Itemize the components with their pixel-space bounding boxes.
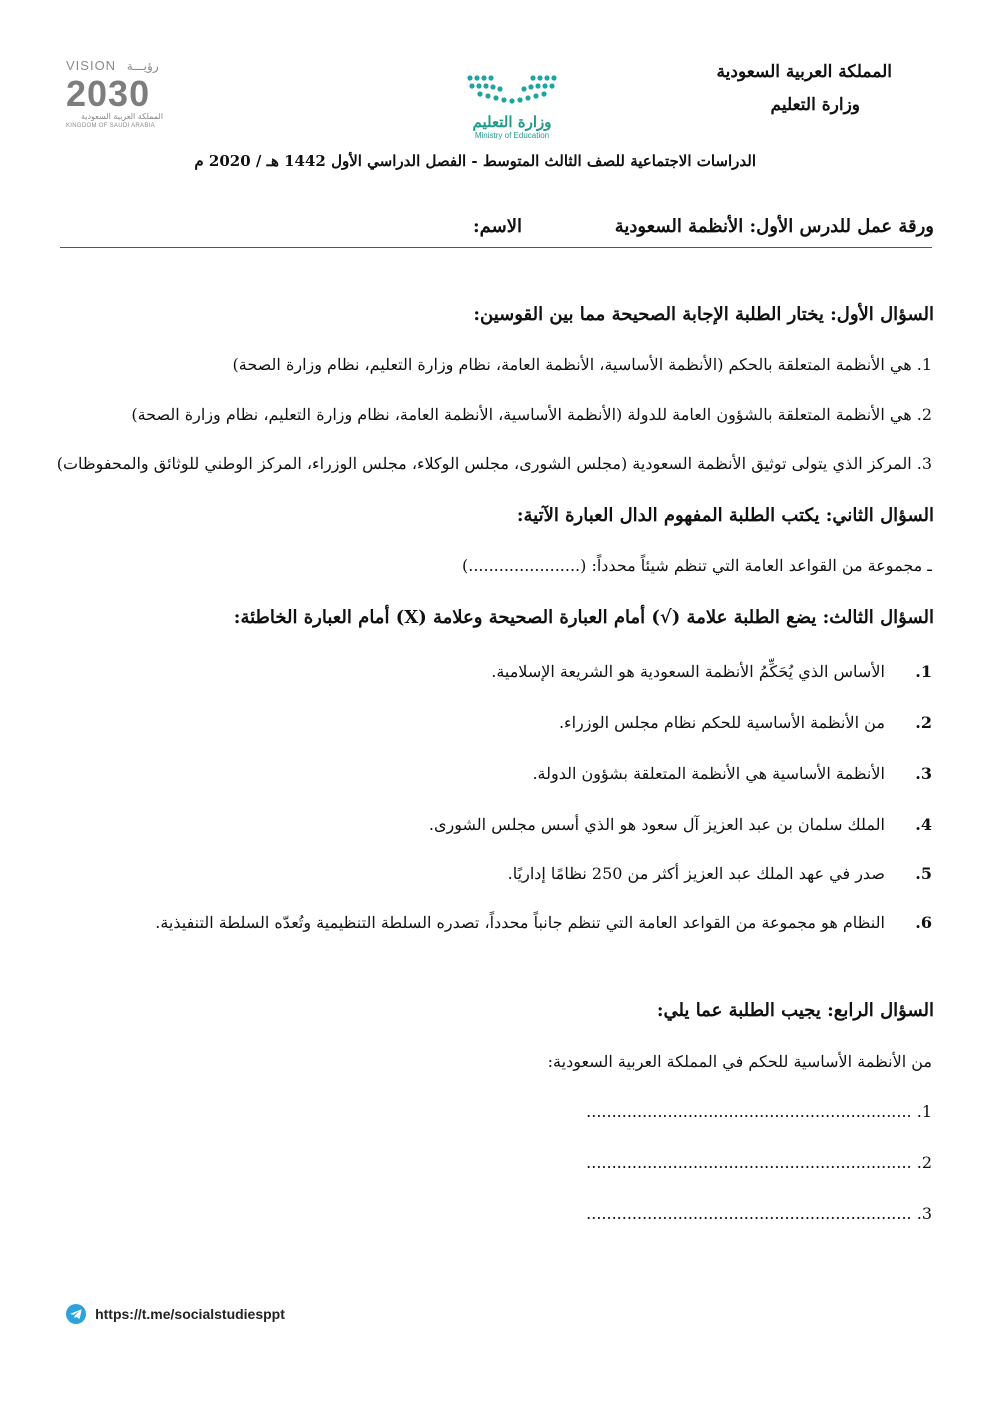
moe-logo — [462, 70, 562, 142]
q3-item-number: 3. — [915, 764, 932, 783]
q4-blank: 3. ................................................................ — [586, 1204, 932, 1223]
q3-item-number: 1. — [915, 662, 932, 681]
vision-sub-arabic: المملكة العربية السعودية — [80, 112, 164, 121]
q3-item-text: النظام هو مجموعة من القواعد العامة التي تنظم جانباً محدداً، تصدره السلطة التنظيمية وتُعدّه السلطة التنفيذية. — [155, 913, 885, 932]
q3-item-text: صدر في عهد الملك عبد العزيز أكثر من 250 نظامًا إداريًا. — [507, 864, 885, 883]
footer — [66, 1303, 285, 1325]
moe-logo-arabic: وزارة التعليم — [472, 113, 552, 131]
q3-item-text: الأساس الذي يُحَكِّمُ الأنظمة السعودية هو الشريعة الإسلامية. — [491, 662, 885, 681]
q3-item-number: 6. — [915, 913, 932, 932]
q3-item-number: 5. — [915, 864, 932, 883]
q2-title: السؤال الثاني: يكتب الطلبة المفهوم الدال العبارة الآتية: — [516, 505, 934, 526]
vision-word: VISION — [66, 58, 117, 73]
telegram-icon — [66, 1304, 86, 1324]
telegram-link[interactable]: https://t.me/socialstudiesppt — [95, 1305, 285, 1322]
kingdom-name: المملكة العربية السعودية — [716, 62, 892, 82]
q3-title: السؤال الثالث: يضع الطلبة علامة (√) أمام العبارة الصحيحة وعلامة (X) أمام العبارة الخاطئة: — [233, 607, 934, 628]
q3-item — [72, 662, 932, 681]
q4-blank: 2. ................................................................ — [586, 1153, 932, 1172]
q3-item — [72, 713, 932, 732]
q2-item: ـ مجموعة من القواعد العامة التي تنظم شيئاً محدداً: (......................) — [462, 556, 932, 575]
q4-blank: 1. ................................................................ — [586, 1102, 932, 1121]
vision-2030-logo — [66, 58, 178, 136]
q4-title: السؤال الرابع: يجيب الطلبة عما يلي: — [656, 1000, 934, 1021]
header-divider — [60, 247, 932, 248]
vision-arabic: رؤيـــة — [126, 59, 159, 73]
moe-logo-english: Ministry of Education — [474, 131, 550, 140]
vision-year: 2030 — [66, 73, 151, 114]
q3-item — [72, 764, 932, 783]
moe-logo-icon — [462, 70, 562, 110]
q3-item — [72, 815, 932, 834]
q3-item-text: الملك سلمان بن عبد العزيز آل سعود هو الذي أسس مجلس الشورى. — [428, 815, 885, 834]
q3-item-number: 4. — [915, 815, 932, 834]
q3-item — [72, 913, 932, 932]
vision-sub-english: KINGDOM OF SAUDI ARABIA — [66, 123, 155, 129]
q1-title: السؤال الأول: يختار الطلبة الإجابة الصحيحة مما بين القوسين: — [473, 304, 934, 325]
q1-item: 3. المركز الذي يتولى توثيق الأنظمة السعودية (مجلس الشورى، مجلس الوكلاء، مجلس الوزراء، المركز الوطني للوثائق والمحفوظات) — [56, 454, 932, 473]
q4-prompt: من الأنظمة الأساسية للحكم في المملكة العربية السعودية: — [547, 1052, 932, 1071]
q3-item — [72, 864, 932, 883]
q1-item: 1. هي الأنظمة المتعلقة بالحكم (الأنظمة الأساسية، الأنظمة العامة، نظام وزارة التعليم، نظام وزارة الصحة) — [232, 355, 932, 374]
q1-item: 2. هي الأنظمة المتعلقة بالشؤون العامة للدولة (الأنظمة الأساسية، الأنظمة العامة، نظام وزارة التعليم، نظام وزارة الصحة) — [131, 405, 932, 424]
q3-item-number: 2. — [915, 713, 932, 732]
subject-line: الدراسات الاجتماعية للصف الثالث المتوسط - الفصل الدراسي الأول 1442 هـ / 2020 م — [194, 152, 756, 170]
q3-item-text: من الأنظمة الأساسية للحكم نظام مجلس الوزراء. — [558, 713, 885, 732]
worksheet-title: ورقة عمل للدرس الأول: الأنظمة السعودية — [614, 216, 934, 237]
q3-item-text: الأنظمة الأساسية هي الأنظمة المتعلقة بشؤون الدولة. — [532, 764, 885, 783]
name-label: الاسم: — [473, 216, 522, 237]
ministry-name: وزارة التعليم — [770, 95, 860, 115]
